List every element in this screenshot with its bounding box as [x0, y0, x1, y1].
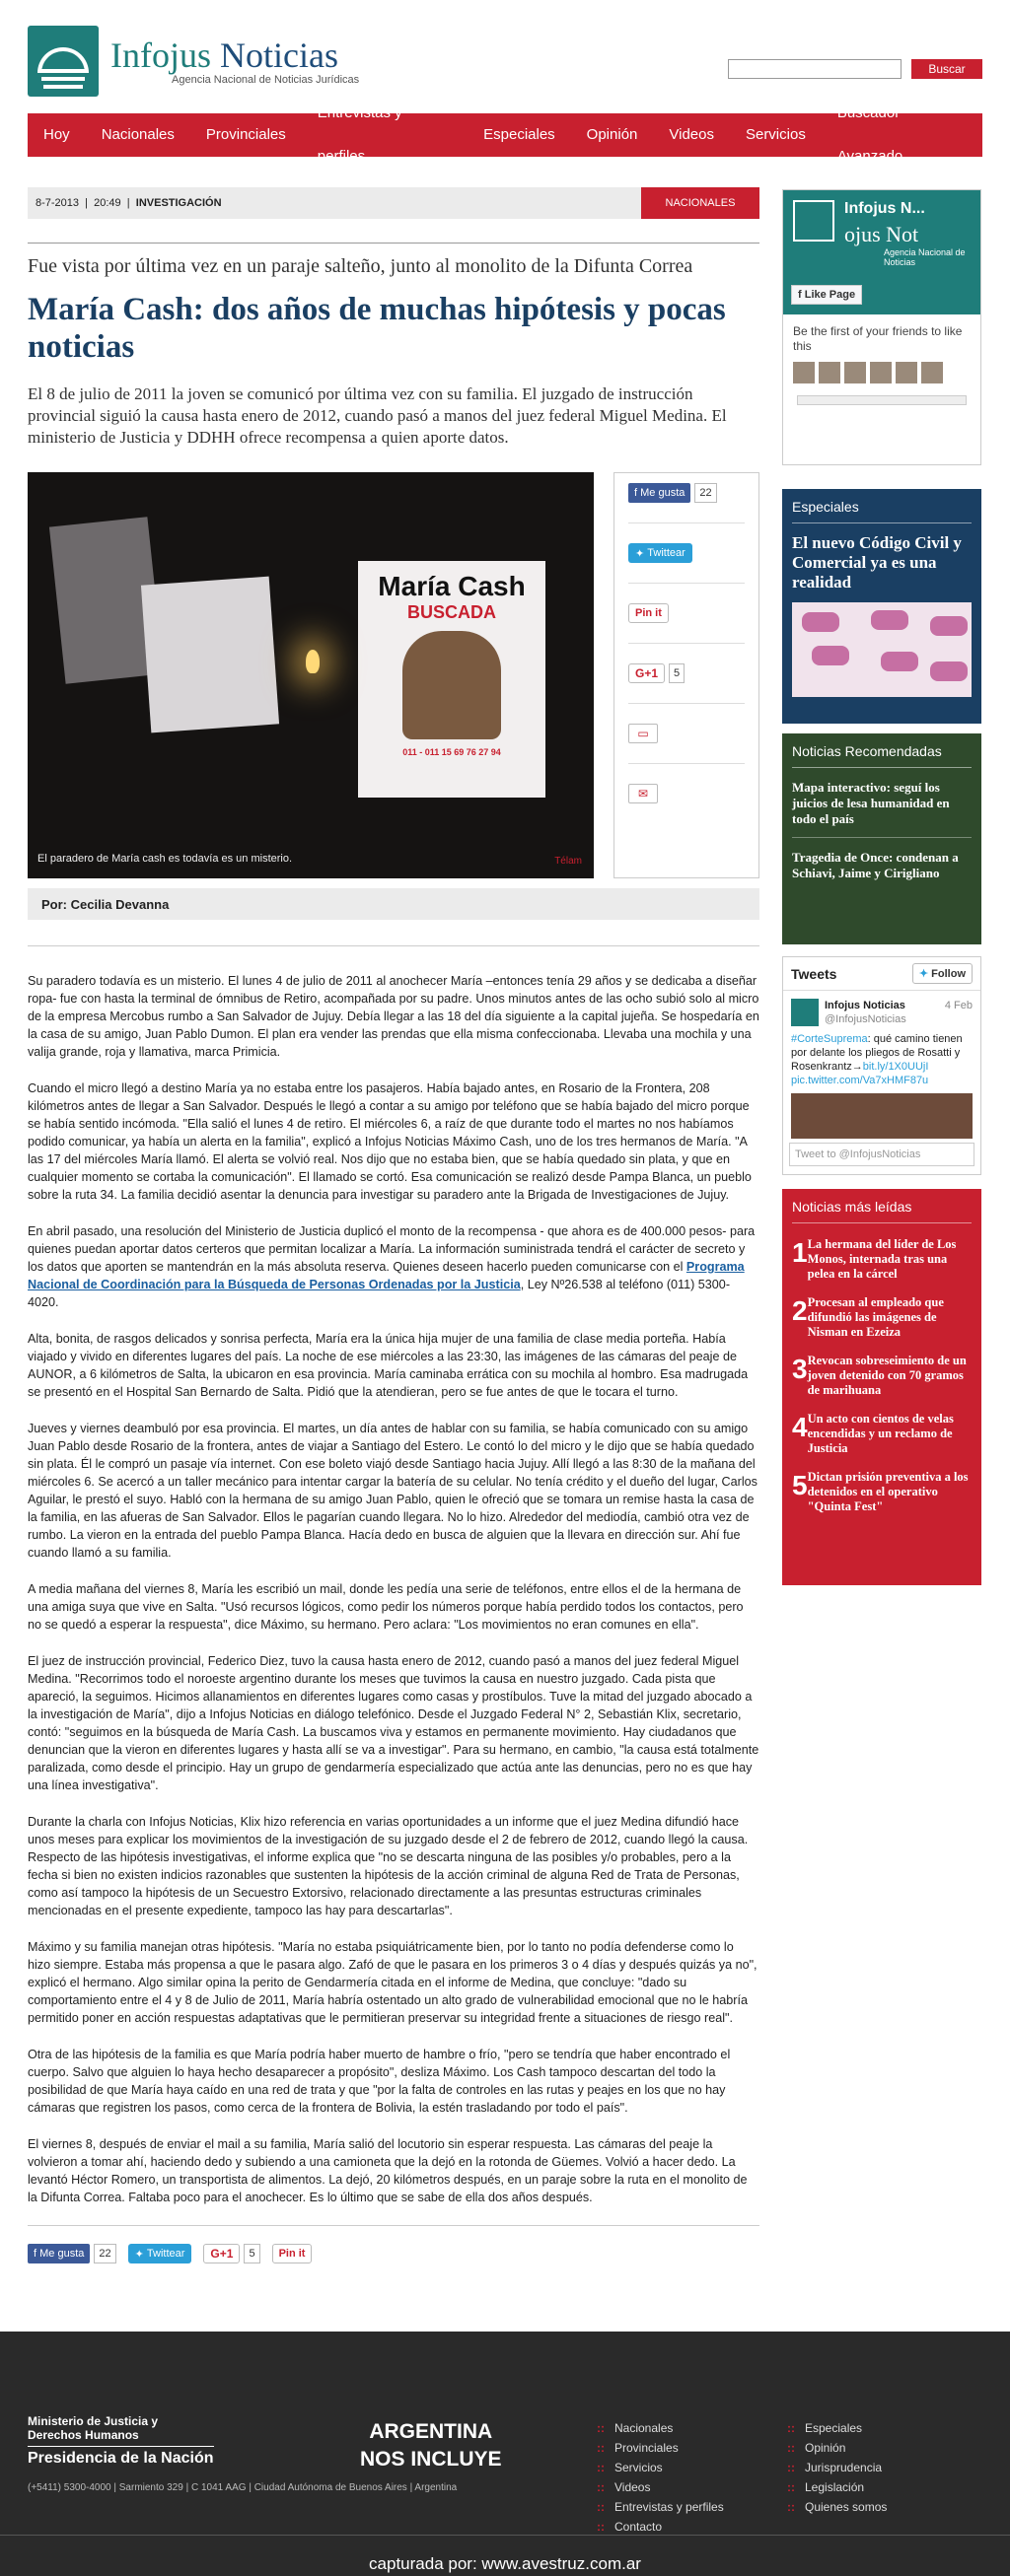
tweets-title: Tweets — [791, 965, 837, 982]
facebook-page-tagline: Agencia Nacional de Noticias — [884, 247, 966, 267]
footer-link[interactable]: :: Opinión — [787, 2438, 887, 2458]
photo-sign-title: María Cash — [378, 571, 526, 601]
tweet-author[interactable]: Infojus Noticias — [825, 1000, 905, 1011]
body-paragraph: A media mañana del viernes 8, María les escribió un mail, donde les pedía una serie de teléfonos, entre ellos el de la hermana de una amiga suya que vive en Salta. "Usó recursos lógicos, como pedir los números porque había perdido todos los contactos, pero no se quedó a esperar la respuesta", dice Máximo, su hermano. Pero aclara: "Los movimientos no eran comunes en ella". — [28, 1582, 744, 1632]
body-paragraph: Su paradero todavía es un misterio. El lunes 4 de julio de 2011 al anochecer María –entonces tenía 29 años y se dedicaba a diseñar ropa- fue con hasta la terminal de ómnibus de Retiro, acompañada por su padre. Unos minutos antes de las ocho subió solo al micro de la empresa Mercobus rumbo a San Salvador de Jujuy. Debía llegar a las 18 del día siguiente a la capital jujeña. Se hospedaría en la casa de su amigo, Juan Pablo Dumon. El plan era vender las prendas que ella misma confeccionaba. Llevaba una mochila y una valija grande, roja y llamativa, marca Primicia. — [28, 974, 759, 1059]
facebook-count-bottom: 22 — [94, 2244, 115, 2263]
tweet-button[interactable]: ✦ Twittear — [628, 543, 692, 563]
tweet-handle: @InfojusNoticias — [825, 1013, 906, 1025]
ministry-name: Ministerio de Justicia y Derechos Humanos — [28, 2414, 159, 2442]
horizontal-scrollbar[interactable] — [797, 395, 967, 405]
tweet-to-input[interactable]: Tweet to @InfojusNoticias — [789, 1143, 974, 1166]
bottom-share-bar — [28, 2225, 759, 2263]
footer-link[interactable]: :: Quienes somos — [787, 2497, 887, 2517]
facebook-page-name: Infojus N... — [844, 200, 925, 217]
nav-buscador[interactable]: Buscador Avanzado — [836, 104, 903, 165]
category-tag-button[interactable]: NACIONALES — [641, 187, 759, 219]
footer-link[interactable]: :: Videos — [597, 2477, 724, 2497]
article-kicker: Fue vista por última vez en un paraje salteño, junto al monolito de la Difunta Correa — [28, 255, 693, 277]
especiales-image[interactable] — [792, 602, 972, 697]
nav-nacionales[interactable]: Nacionales — [101, 126, 175, 143]
share-panel — [613, 472, 759, 878]
body-paragraph: El juez de instrucción provincial, Federico Diez, tuvo la causa hasta enero de 2012, cuando pasó a manos del juez federal Miguel Medina. "Recorrimos todo el noroeste argentino durante los meses que tuvimos la causa en nuestro juzgado. Cada pista que apareció, la seguimos. Hicimos allanamientos en diferentes lugares como casas y prostíbulos. Tuve la mitad del juzgado abocado a la investigación de María", dijo a Infojus Noticias en diálogo telefónico. Desde el Juzgado Federal N° 2, Sebastián Klix, secretario, contó: "seguimos en la búsqueda de María Cash. La buscamos viva y estamos en permanente movimiento. Hay ciudadanos que denuncian que la vieron en diferentes lugares y hasta allí se va a investigar". Para su hermano, en cambio, "la causa está totalmente paralizada, como desde el principio. Hay un grupo de gendarmería especializado que actúa ante las denuncias, pero no es que hay una línea investigativa". — [28, 1654, 759, 1792]
especiales-box — [782, 489, 981, 724]
list-item[interactable]: 4 Un acto con cientos de velas encendidas y un reclamo de Justicia — [792, 1412, 954, 1455]
article-photo[interactable] — [28, 472, 594, 878]
tweet-text: #CorteSuprema: qué camino tienen por delante los pliegos de Rosatti y Rosenkrantz→bit.ly/1X0UUjI pic.twitter.com/Va7xHMF87u — [791, 1033, 963, 1086]
list-item[interactable]: 2 Procesan al empleado que difundió las imágenes de Nisman en Ezeiza — [792, 1295, 944, 1339]
footer-link[interactable]: :: Nacionales — [597, 2418, 724, 2438]
tweet-image[interactable] — [791, 1093, 973, 1139]
twitter-follow-button[interactable]: ✦ Follow — [912, 963, 973, 984]
body-paragraph: Durante la charla con Infojus Noticias, Klix hizo referencia en varias oportunidades a un informe que el juez Medina difundió hace unos meses para explicar los movimientos de la investigación de su juzgado desde el 2 de febrero de 2012, cuando llegó la causa. Respecto de las hipótesis investigativas, el informe explica que "no se descarta ninguna de las posibles y/o probables, pero a la fecha si bien no existen indicios razonables que sustenten la hipótesis de la acción criminal de alguna Red de Trata de Personas, como así tampoco la hipótesis de un Secuestro Extorsivo, relacionado directamente a las presuntas estructuras criminales mencionadas en el presente expediente, tampoco las hay para descartarlas". — [28, 1815, 749, 1917]
article-author: Por: Cecilia Devanna — [28, 888, 759, 920]
nav-hoy[interactable]: Hoy — [43, 126, 70, 143]
twitter-bird-icon: ✦ — [134, 2248, 147, 2261]
google-plus-count: 5 — [669, 663, 685, 683]
site-subtitle: Agencia Nacional de Noticias Jurídicas — [172, 74, 360, 86]
site-name: Infojus Noticias — [110, 35, 338, 75]
facebook-icon: f — [34, 2248, 40, 2260]
facebook-count: 22 — [694, 483, 716, 503]
recomendada-link[interactable]: Mapa interactivo: seguí los juicios de lesa humanidad en todo el país — [792, 780, 972, 838]
photo-face — [402, 631, 501, 739]
avatar[interactable] — [870, 362, 892, 383]
body-paragraph: En abril pasado, una resolución del Ministerio de Justicia duplicó el monto de la recompensa - que ahora es de 400.000 pesos- para quienes puedan aportar datos certeros que permitan localizar a María. La información suministrada tendrá el carácter de secreto y los datos que aporten se mantendrán en la más absoluta reserva. Quienes deseen hacerlo pueden comunicarse con el Programa Nacional de Coordinación para la Búsqueda de Personas Ordenadas por la Justicia, Ley Nº26.538 al teléfono (011) 5300-4020. — [28, 1224, 756, 1309]
email-icon[interactable]: ✉ — [628, 784, 658, 803]
footer-link[interactable]: :: Entrevistas y perfiles — [597, 2497, 724, 2517]
tweet-hashtag[interactable]: #CorteSuprema — [791, 1033, 868, 1045]
avatar[interactable] — [896, 362, 917, 383]
google-plus-button-bottom[interactable]: G+1 — [203, 2244, 240, 2263]
avatar[interactable] — [791, 999, 819, 1026]
recomendada-link[interactable]: Tragedia de Once: condenan a Schiavi, Jaime y Cirigliano — [792, 850, 959, 880]
facebook-page-banner-text: ojus Not — [844, 222, 919, 246]
divider — [28, 945, 759, 946]
argentina-nos-incluye-logo: ARGENTINA NOS INCLUYE — [360, 2420, 502, 2471]
google-plus-count-bottom: 5 — [244, 2244, 259, 2263]
list-item[interactable]: 5 Dictan prisión preventiva a los detenidos en el operativo "Quinta Fest" — [792, 1470, 969, 1513]
avatar[interactable] — [819, 362, 840, 383]
facebook-like-button-bottom[interactable]: f Me gusta — [28, 2244, 90, 2263]
article-body — [28, 972, 759, 2206]
tweet-item — [783, 991, 980, 1147]
avatar[interactable] — [793, 362, 815, 383]
search-button[interactable]: Buscar — [911, 59, 982, 79]
photo-poster-center — [141, 577, 279, 733]
page-logo-icon — [793, 200, 834, 242]
twitter-widget — [782, 956, 981, 1175]
list-item[interactable]: 3 Revocan sobreseimiento de un joven detenido con 70 gramos de marihuana — [792, 1354, 967, 1397]
search-input[interactable] — [728, 59, 902, 79]
footer-link[interactable]: :: Legislación — [787, 2477, 887, 2497]
footer-link[interactable]: :: Servicios — [597, 2458, 724, 2477]
article-date: 8-7-2013 — [36, 197, 80, 209]
nav-especiales[interactable]: Especiales — [483, 126, 555, 143]
google-plus-button[interactable]: G+1 — [628, 663, 665, 683]
facebook-friends-text: Be the first of your friends to like this — [793, 324, 963, 353]
article-lead: El 8 de julio de 2011 la joven se comunicó por última vez con su familia. El juzgado de instrucción provincial siguió la causa hasta enero de 2012, cuando pasó a manos del juez federal Miguel Medina. El ministerio de Justicia y DDHH ofrece recompensa a quien aporte datos. — [28, 384, 727, 447]
divider — [0, 2535, 1010, 2536]
twitter-bird-icon: ✦ — [918, 968, 932, 980]
footer-link[interactable]: :: Contacto — [597, 2517, 724, 2537]
avatar[interactable] — [844, 362, 866, 383]
especiales-title: Especiales — [792, 499, 972, 523]
candle-flame — [306, 650, 320, 673]
tweet-link[interactable]: bit.ly/1X0UUjI pic.twitter.com/Va7xHMF87u — [791, 1061, 929, 1086]
nav-entrevistas[interactable]: Entrevistas y perfiles — [317, 104, 402, 165]
nav-videos[interactable]: Videos — [669, 126, 714, 143]
article-title: María Cash: dos años de muchas hipótesis y pocas noticias — [28, 292, 726, 365]
footer-links-col1 — [597, 2418, 724, 2537]
footer-link[interactable]: :: Jurisprudencia — [787, 2458, 887, 2477]
tweet-button-bottom[interactable]: ✦ Twittear — [128, 2244, 192, 2263]
facebook-icon: f — [634, 487, 641, 499]
article-meta-bar: 8-7-2013 | 20:49 | INVESTIGACIÓN NACIONALES — [28, 187, 759, 219]
facebook-like-button[interactable]: f Me gusta — [628, 483, 690, 503]
facebook-icon: f — [798, 289, 805, 301]
site-header — [28, 0, 982, 113]
media-row — [28, 472, 759, 878]
footer-link[interactable]: :: Especiales — [787, 2418, 887, 2438]
programa-link[interactable]: Programa Nacional de Coordinación para la Búsqueda de Personas Ordenadas por la Justicia — [28, 1260, 745, 1291]
footer-links-col2 — [787, 2418, 887, 2517]
site-logo[interactable] — [28, 26, 359, 97]
facebook-like-page-button[interactable]: f Like Page — [791, 285, 862, 305]
body-paragraph: El viernes 8, después de enviar el mail a su familia, María salió del locutorio sin esperar respuesta. Las cámaras del peaje la volvieron a tomar ahí, haciendo dedo y subiendo a una camioneta que la dejó en la rotonda de Güemes. Volvió a hacer dedo. La levantó Héctor Romero, un transportista de alimentos. La dejó, 20 kilómetros después, en un paraje sobre la ruta en el monolito de la Difunta Correa. Faltaba poco para el anochecer. Es lo último que se sabe de ella dos años después. — [28, 2137, 748, 2204]
presidency-name: Presidencia de la Nación — [28, 2446, 214, 2468]
facebook-widget — [782, 189, 981, 465]
body-paragraph: Alta, bonita, de rasgos delicados y sonrisa perfecta, María era la única hija mujer de una familia de clase media porteña. Había viajado y vivido en diferentes lugares del país. La noche de ese miércoles a las 23:30, las imágenes de las cámaras del peaje de AUNOR, a 6 kilómetros de Salta, la ubicaron en esa provincia. María caminaba errática con su mochila al hombro. Esa madrugada se presentó en el Hospital San Bernardo de Salta. Pidió que la atendieran, pero se fue antes de que le tocara el turno. — [28, 1332, 749, 1399]
body-paragraph: Otra de las hipótesis de la familia es que María podría haber muerto de hambre o frío, "pero se tendría que haber encontrado el cuerpo. Salvo que alguien lo haya hecho desaparecer a propósito", desliza Máximo. Los Cash tampoco descartan del todo la posibilidad de que María haya caído en una red de trata y que "por la falta de controles en las rutas y peajes en los que no hay cámaras que registren los pasos, como cerca de la frontera de Bolivia, la estén trasladando por todo el país". — [28, 2048, 731, 2115]
site-footer — [0, 2332, 1010, 2576]
footer-address: (+5411) 5300-4000 | Sarmiento 329 | C 1041 AAG | Ciudad Autónoma de Buenos Aires | Argentina — [28, 2482, 458, 2493]
article-time: 20:49 — [94, 197, 121, 209]
pinterest-button-bottom[interactable]: Pin it — [272, 2244, 313, 2263]
recomendadas-title: Noticias Recomendadas — [792, 743, 972, 768]
search-form — [728, 59, 982, 79]
photo-sign-phone: 011 - 011 15 69 76 27 94 — [402, 747, 501, 757]
capture-watermark: capturada por: www.avestruz.com.ar — [369, 2554, 641, 2573]
photo-poster-main — [358, 561, 545, 798]
avatar[interactable] — [921, 362, 943, 383]
pinterest-button[interactable]: Pin it — [628, 603, 669, 623]
nav-provinciales[interactable]: Provinciales — [205, 126, 286, 143]
sidebar — [782, 189, 981, 1585]
main-nav — [28, 104, 982, 165]
list-item[interactable]: 1 La hermana del líder de Los Monos, internada tras una pelea en la cárcel — [792, 1237, 957, 1281]
mas-leidas-box — [782, 1189, 981, 1585]
especiales-headline[interactable]: El nuevo Código Civil y Comercial ya es una realidad — [792, 533, 962, 592]
recomendadas-box — [782, 733, 981, 944]
tweet-date: 4 Feb — [944, 1000, 973, 1011]
photo-credit: Télam — [554, 856, 582, 867]
body-paragraph: Cuando el micro llegó a destino María ya no estaba entre los pasajeros. Había bajado antes, en Rosario de la Frontera, 208 kilómetros antes de llegar a San Salvador. Después le llegó a contar a su amigo por teléfono que se había bajado del micro porque se había sentido incómoda. "Ella salió el lunes 4 de retiro. El miércoles 6, a raíz de que durante todo el martes no nos habíamos podido comunicar, ya había un alerta en la familia", explicó a Infojus Noticias Máximo Cash, uno de los tres hermanos de María. "A las 17 del miércoles María llamó. El alerta se volvió real. Nos dijo que no estaba bien, que se había quedado sin plata, y que en cualquier momento se cortaba la comunicación". El llamado se cortó. Esa comunicación se realizó desde Pampa Blanca, un pueblo sobre la ruta 34. La familia decidió asentar la denuncia para investigar su paradero ante la Brigada de Investigaciones de Jujuy. — [28, 1081, 752, 1202]
article-column — [28, 187, 759, 2263]
footer-link[interactable]: :: Provinciales — [597, 2438, 724, 2458]
article-section: INVESTIGACIÓN — [135, 197, 222, 209]
divider — [28, 243, 759, 244]
nav-opinion[interactable]: Opinión — [586, 126, 638, 143]
photo-caption: El paradero de María cash es todavía es un misterio. — [37, 853, 293, 865]
body-paragraph: Jueves y viernes deambuló por esa provincia. El martes, un día antes de hablar con su familia, se había comunicado con su amigo Juan Pablo desde Rosario de la frontera, antes de viajar a Santiago del Estero. Le contó lo del micro y le dijo que se había quedado sin plata. Él le compró un pasaje vía internet. Con ese boleto viajó desde Santiago hacia Jujuy. Allí llegó a las 8:30 de la mañana del miércoles 6. Se acercó a un taller mecánico para intentar cargar la batería de su celular. No tenía crédito y el dueño del lugar, Carlos Aguilar, le prestó el suyo. Habló con la hermana de su amigo Juan Pablo, quien le ofreció que se tomara un remise hasta la casa de la familia, en las afueras de San Salvador. Ellos le pagarían cuando llegara. No lo hizo. Alrededor del mediodía, cambió otra vez de rumbo. La vieron en la entrada del pueblo Pampa Blanca. Hacía dedo en busca de alguien que la llevara en dirección sur. Ahí fue cuando llamó a su familia. — [28, 1422, 758, 1560]
print-icon[interactable]: ▭ — [628, 724, 658, 743]
mas-leidas-title: Noticias más leídas — [792, 1199, 972, 1223]
twitter-bird-icon: ✦ — [635, 547, 648, 560]
page-wrapper — [28, 0, 982, 165]
nav-servicios[interactable]: Servicios — [745, 126, 806, 143]
facebook-page-header[interactable] — [783, 190, 980, 314]
friend-avatars — [793, 362, 971, 383]
ministry-logo[interactable] — [28, 2414, 214, 2468]
photo-sign-subtitle: BUSCADA — [407, 602, 496, 622]
book-logo-icon — [28, 26, 99, 97]
body-paragraph: Máximo y su familia manejan otras hipótesis. "María no estaba psiquiátricamente bien, por lo tanto no podía defenderse como lo hizo siempre. Estaba más propensa a que le pasara algo. Zafó de que le pasara en los primeros 3 o 4 días y después quizás ya no", explicó el hermano. Algo similar opina la perito de Gendarmería citada en el informe de Medina, que concluye: "dado su comportamiento entre el 4 y 8 de Julio de 2011, María habría ostentado un alto grado de vulnerabilidad emocional que no le habría permitido poner en acción respuestas adaptativas que le permitieran preservar su integridad frente a situaciones de riesgo real". — [28, 1940, 758, 2025]
